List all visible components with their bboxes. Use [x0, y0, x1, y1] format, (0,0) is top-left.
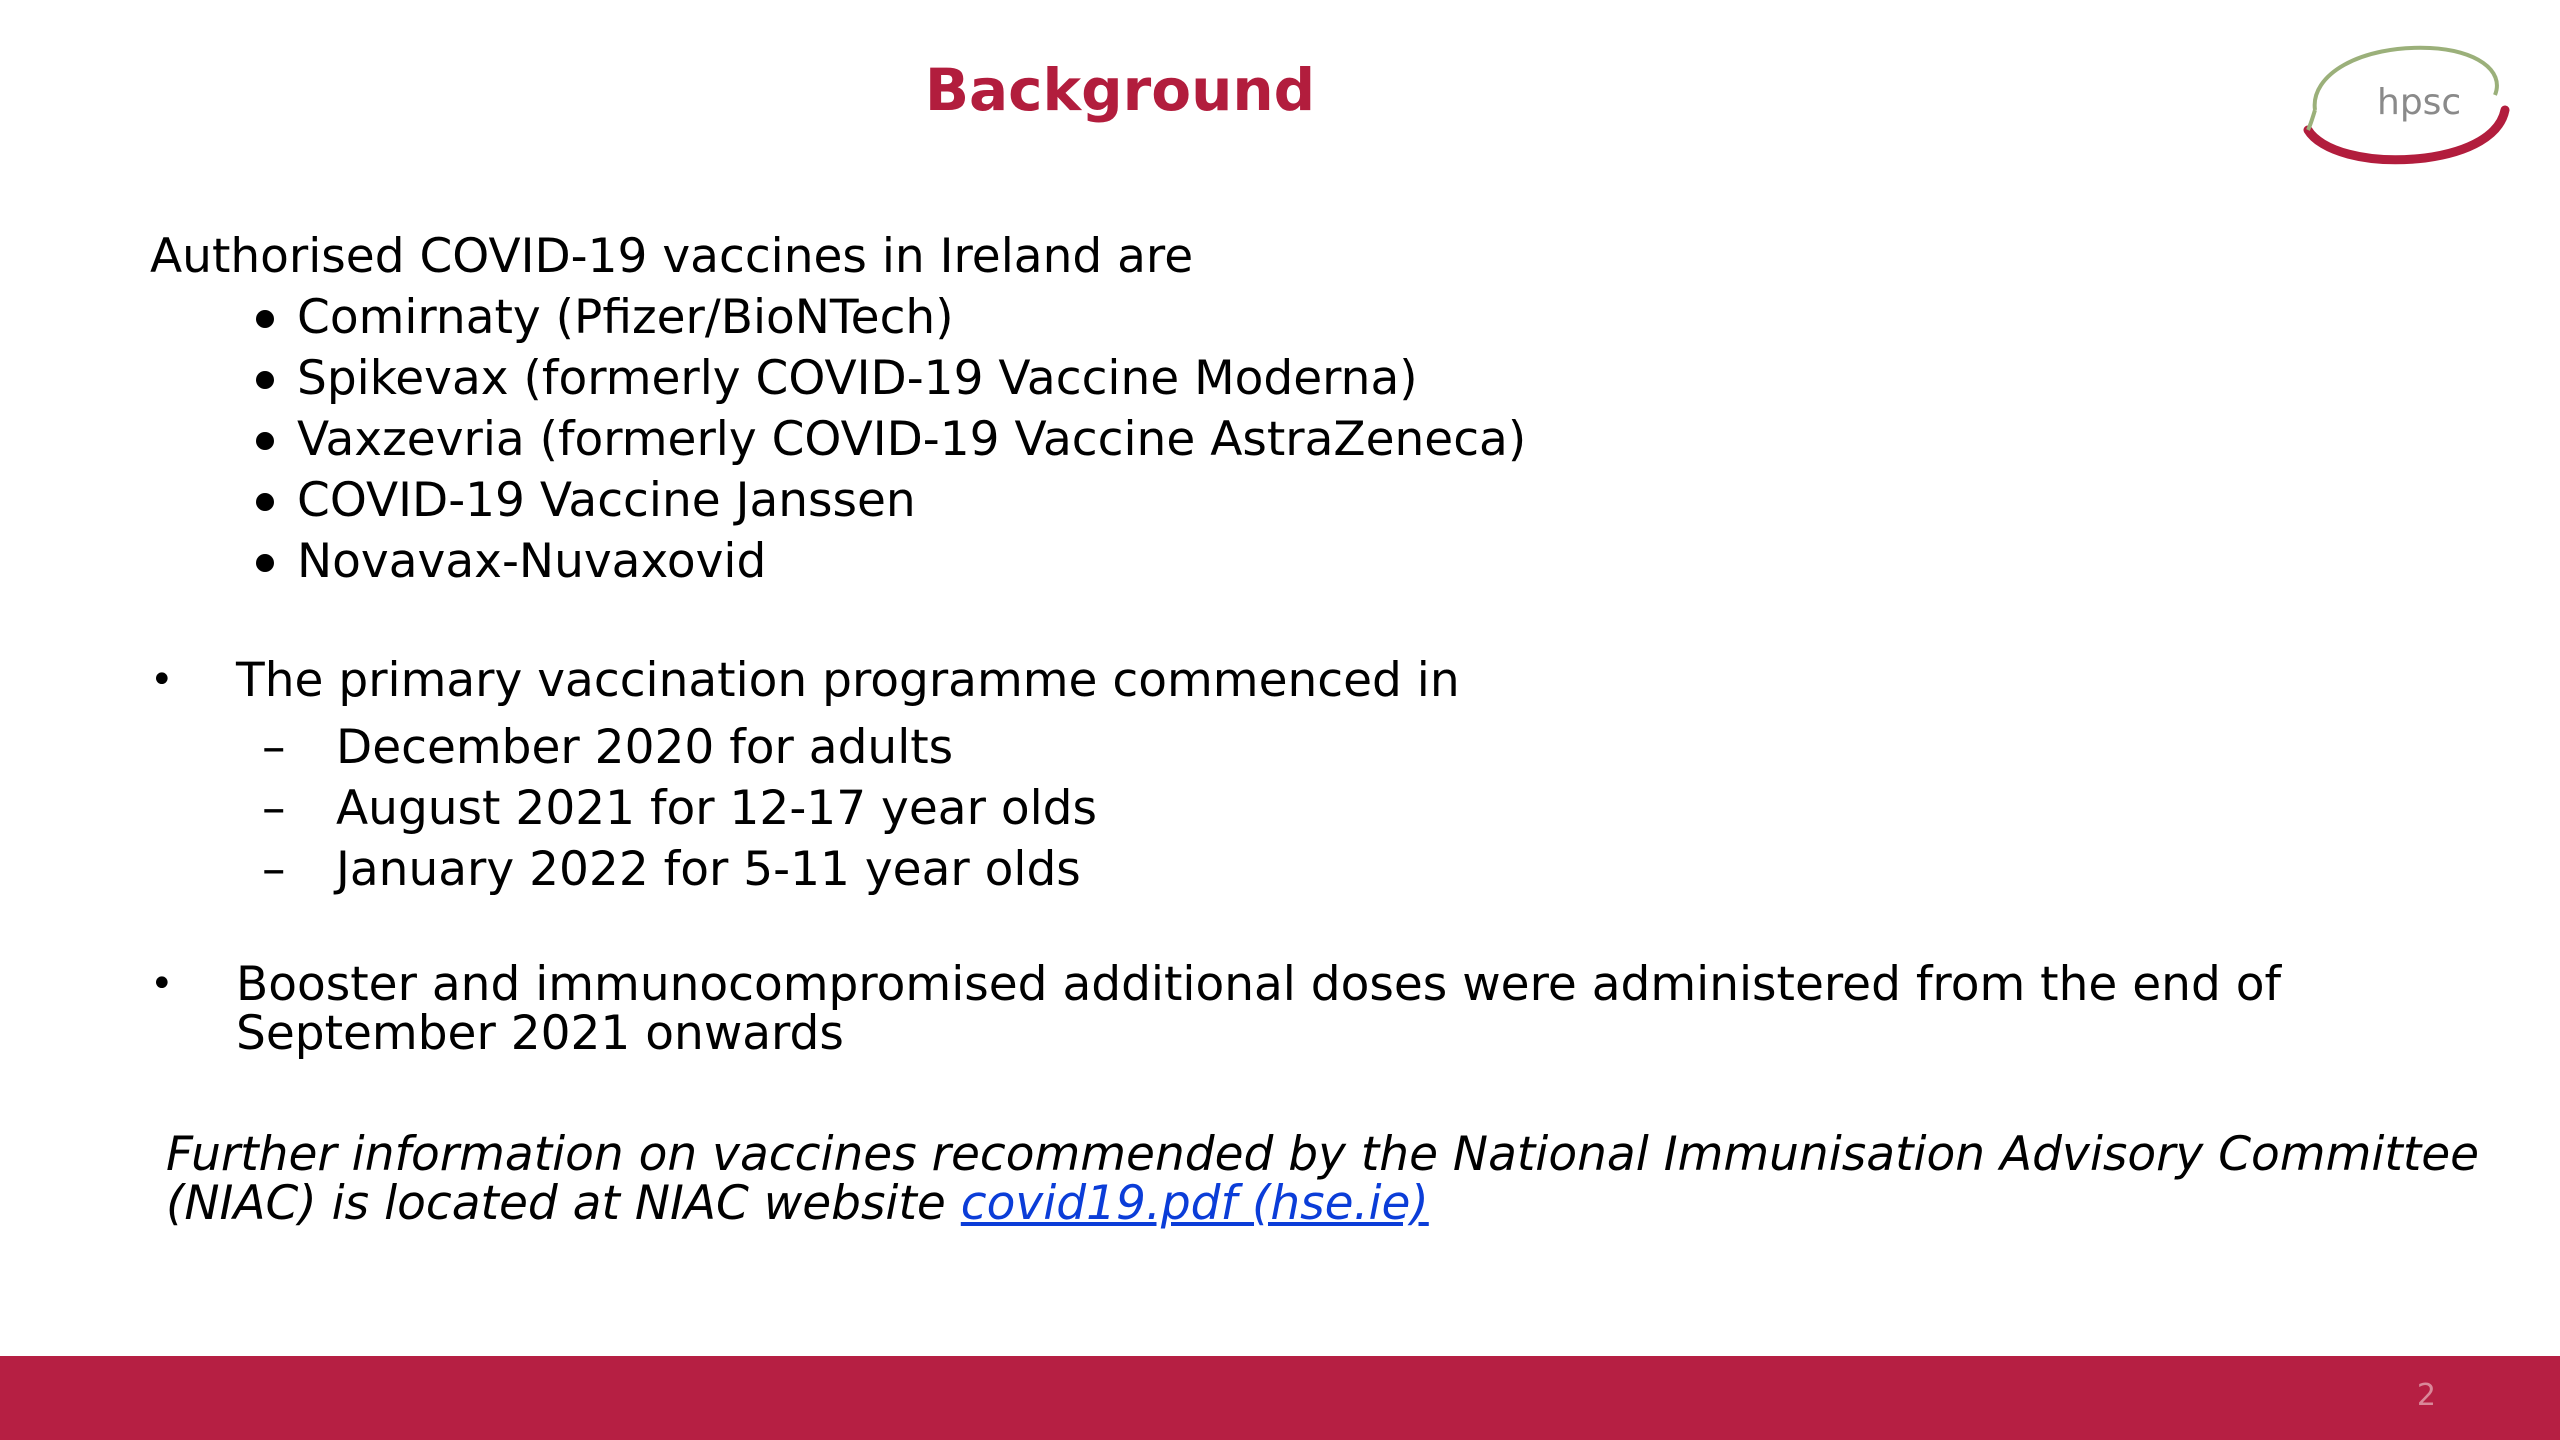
- list-item: COVID-19 Vaccine Janssen: [250, 470, 1526, 531]
- vaccine-list: [250, 287, 1526, 592]
- list-item: [262, 778, 1097, 839]
- page-number: 2: [2416, 1378, 2436, 1413]
- further-info-line-2: (NIAC) is located at NIAC website: [166, 1176, 961, 1231]
- booster-text: [236, 957, 2282, 1061]
- primary-programme-text: The primary vaccination programme commenced in: [236, 653, 1460, 708]
- further-info-note: [166, 1127, 2480, 1231]
- dash-marker: –: [262, 720, 286, 775]
- list-item-text: August 2021 for 12-17 year olds: [336, 781, 1097, 836]
- footer-bar: [0, 1356, 2560, 1440]
- intro-text: Authorised COVID-19 vaccines in Ireland are: [150, 229, 1194, 284]
- list-item: Novavax-Nuvaxovid: [250, 531, 1526, 592]
- booster-line-1: Booster and immunocompromised additional doses were administered from the end of: [236, 957, 2282, 1012]
- list-item: Vaxzevria (formerly COVID-19 Vaccine AstraZeneca): [250, 409, 1526, 470]
- list-item-text: January 2022 for 5-11 year olds: [336, 842, 1081, 897]
- primary-dates-list: [262, 717, 1097, 900]
- booster-line-2: September 2021 onwards: [236, 1006, 844, 1061]
- further-info-line-1: Further information on vaccines recommended by the National Immunisation Advisory Committee: [166, 1127, 2480, 1182]
- list-item: Spikevax (formerly COVID-19 Vaccine Moderna): [250, 348, 1526, 409]
- list-item: Comirnaty (Pfizer/BioNTech): [250, 287, 1526, 348]
- niac-link[interactable]: covid19.pdf (hse.ie): [960, 1176, 1429, 1231]
- list-item: [262, 839, 1097, 900]
- logo-text: hpsc: [2377, 82, 2462, 123]
- slide-title: Background: [924, 56, 1316, 124]
- list-item-text: December 2020 for adults: [336, 720, 954, 775]
- bullet-marker: •: [150, 961, 174, 1007]
- bullet-marker: •: [150, 657, 174, 703]
- dash-marker: –: [262, 781, 286, 836]
- dash-marker: –: [262, 842, 286, 897]
- list-item: [262, 717, 1097, 778]
